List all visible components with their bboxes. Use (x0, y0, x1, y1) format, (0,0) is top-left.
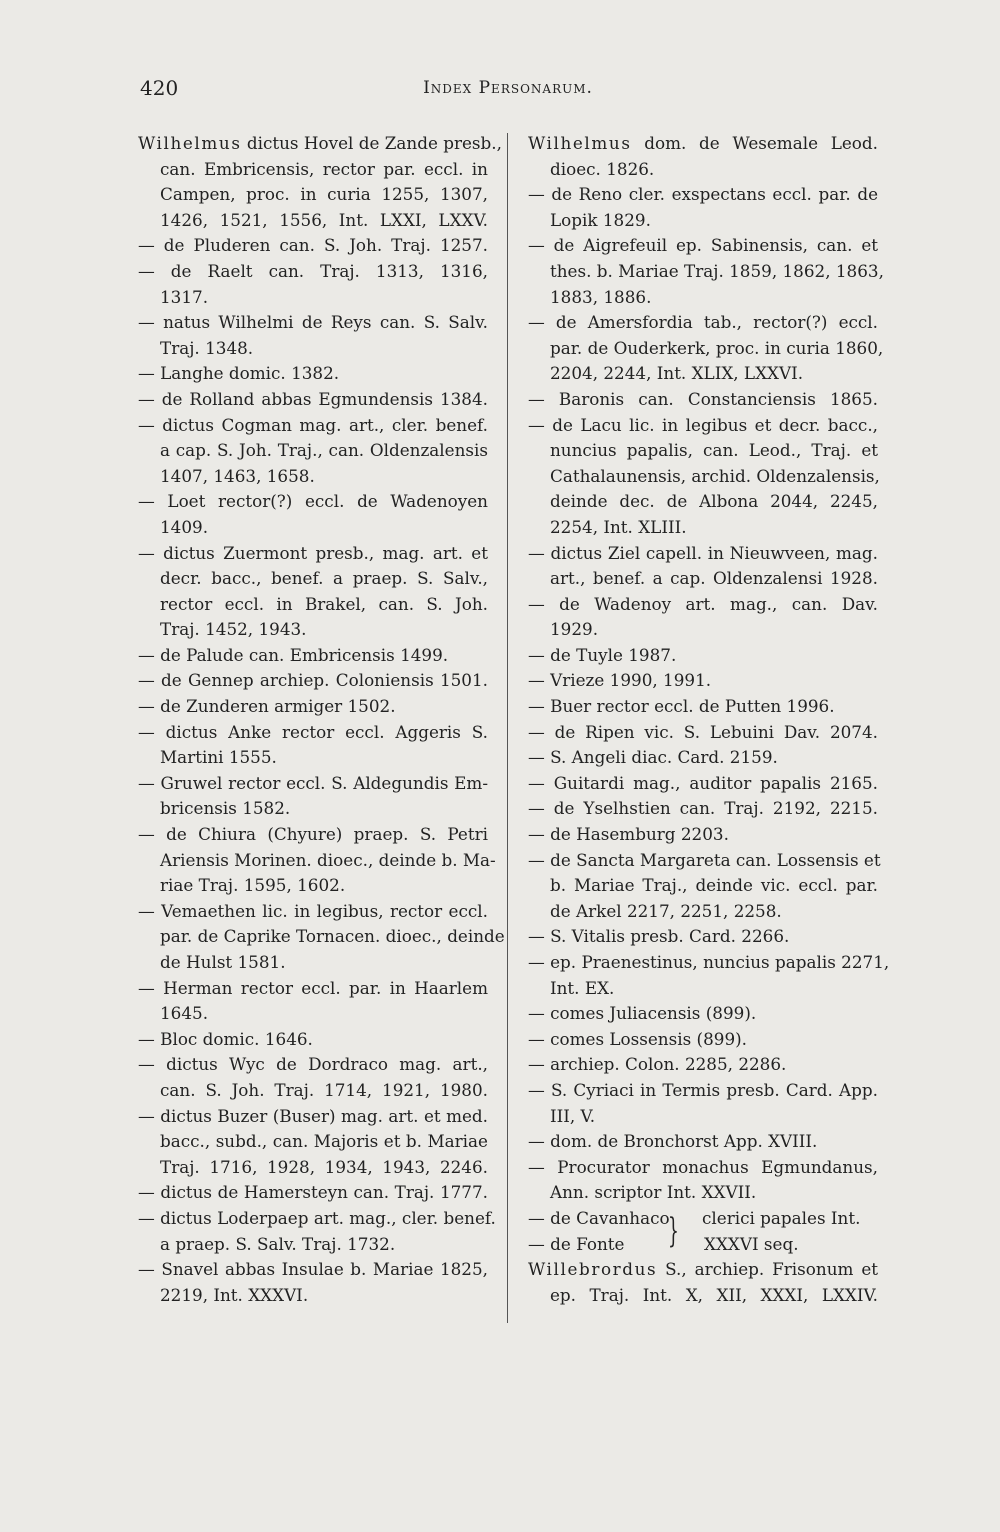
index-line: can. S. Joh. Traj. 1714, 1921, 1980. (160, 1079, 488, 1100)
bracket-text-line-2: XXXVI seq. (704, 1233, 799, 1254)
index-line: 1645. (160, 1003, 209, 1024)
index-line: — de Chiura (Chyure) praep. S. Petri (138, 824, 488, 845)
index-line: — dictus Ziel capell. in Nieuwveen, mag. (528, 542, 878, 563)
bracket-entry (528, 1206, 878, 1257)
index-line: — Vrieze 1990, 1991. (528, 670, 712, 691)
index-line: de Arkel 2217, 2251, 2258. (550, 900, 782, 921)
index-line: — Herman rector eccl. par. in Haarlem (138, 977, 488, 998)
index-line: — archiep. Colon. 2285, 2286. (528, 1054, 787, 1075)
right-column-entries (528, 131, 890, 1206)
page-number: 420 (140, 76, 179, 100)
index-line: — de Raelt can. Traj. 1313, 1316, (138, 260, 488, 281)
index-line: 1929. (550, 619, 599, 640)
index-line: Cathalaunensis, archid. Oldenzalensis, (550, 465, 880, 486)
index-line: ep. Traj. Int. X, XII, XXXI, LXXIV. (550, 1284, 878, 1305)
index-line: — ep. Praenestinus, nuncius papalis 2271, (528, 952, 890, 972)
index-line: — S. Angeli diac. Card. 2159. (528, 747, 778, 768)
page-header (140, 76, 876, 106)
index-line: — Gruwel rector eccl. S. Aldegundis Em- (138, 772, 488, 793)
index-line: III, V. (550, 1105, 596, 1126)
index-line: — de Lacu lic. in legibus et decr. bacc., (528, 414, 878, 435)
index-line: — Loet rector(?) eccl. de Wadenoyen (138, 491, 488, 512)
index-line: Campen, proc. in curia 1255, 1307, (160, 184, 488, 205)
index-line: par. de Caprike Tornacen. dioec., deinde (160, 926, 505, 947)
index-line: bacc., subd., can. Majoris et b. Mariae (160, 1131, 488, 1152)
curly-brace: } (668, 1210, 679, 1251)
final-entry (528, 1257, 878, 1308)
index-line: thes. b. Mariae Traj. 1859, 1862, 1863, (550, 260, 884, 281)
index-line: Martini 1555. (160, 747, 277, 768)
index-line: — de Zunderen armiger 1502. (138, 696, 396, 717)
index-line: Ann. scriptor Int. XXVII. (550, 1182, 757, 1203)
index-line: — S. Vitalis presb. Card. 2266. (528, 926, 790, 947)
index-line: 2204, 2244, Int. XLIX, LXXVI. (550, 363, 804, 384)
index-line: Traj. 1452, 1943. (160, 619, 307, 640)
index-line: par. de Ouderkerk, proc. in curia 1860, (550, 337, 884, 358)
index-line: Traj. 1348. (160, 337, 254, 358)
index-line: — natus Wilhelmi de Reys can. S. Salv. (138, 312, 488, 333)
index-line: can. Embricensis, rector par. eccl. in (160, 158, 488, 179)
index-line: — de Ripen vic. S. Lebuini Dav. 2074. (528, 721, 878, 742)
index-line: — Guitardi mag., auditor papalis 2165. (528, 772, 878, 793)
index-line: Willebrordus S., archiep. Frisonum et (528, 1259, 878, 1280)
index-line: 1409. (160, 516, 209, 537)
index-line: decr. bacc., benef. a praep. S. Salv., (160, 568, 488, 589)
index-line: — de Wadenoy art. mag., can. Dav. (528, 593, 878, 614)
index-line: — Bloc domic. 1646. (138, 1028, 313, 1049)
index-line: riae Traj. 1595, 1602. (160, 875, 346, 896)
index-line: — de Sancta Margareta can. Lossensis et (528, 849, 881, 870)
index-line: 1317. (160, 286, 209, 307)
index-line: Lopik 1829. (550, 209, 651, 230)
index-line: — de Gennep archiep. Coloniensis 1501. (138, 670, 488, 691)
left-column (138, 131, 505, 1308)
index-line: — Procurator monachus Egmundanus, (528, 1156, 878, 1177)
bracket-name-cavanhaco: — de Cavanhaco (528, 1207, 670, 1228)
index-line: — Baronis can. Constanciensis 1865. (528, 388, 878, 409)
index-line: — Snavel abbas Insulae b. Mariae 1825, (138, 1259, 488, 1280)
index-line: nuncius papalis, can. Leod., Traj. et (550, 440, 878, 461)
index-line: — dom. de Bronchorst App. XVIII. (528, 1131, 818, 1152)
index-line: — de Tuyle 1987. (528, 644, 677, 665)
index-line: a cap. S. Joh. Traj., can. Oldenzalensis (160, 440, 488, 461)
index-line: — de Reno cler. exspectans eccl. par. de (528, 184, 878, 205)
index-line: — dictus de Hamersteyn can. Traj. 1777. (138, 1182, 488, 1203)
index-line: — dictus Cogman mag. art., cler. benef. (138, 414, 488, 435)
index-line: — dictus Zuermont presb., mag. art. et (138, 542, 488, 563)
index-line: — comes Lossensis (899). (528, 1028, 748, 1049)
index-line: 1426, 1521, 1556, Int. LXXI, LXXV. (160, 209, 488, 230)
index-line: — dictus Loderpaep art. mag., cler. benef. (138, 1207, 496, 1228)
index-line: — de Palude can. Embricensis 1499. (138, 644, 449, 665)
running-title: Index Personarum. (423, 78, 593, 98)
index-line: Traj. 1716, 1928, 1934, 1943, 2246. (160, 1156, 488, 1177)
index-line: Int. EX. (550, 977, 615, 998)
index-line: 1407, 1463, 1658. (160, 465, 315, 486)
index-line: — de Rolland abbas Egmundensis 1384. (138, 388, 488, 409)
index-line: — Vemaethen lic. in legibus, rector eccl. (138, 900, 488, 921)
index-line: de Hulst 1581. (160, 952, 286, 972)
index-line: 2219, Int. XXXVI. (160, 1284, 309, 1305)
index-line: Wilhelmus dom. de Wesemale Leod. (528, 133, 878, 153)
index-line: b. Mariae Traj., deinde vic. eccl. par. (550, 875, 878, 896)
bracket-name-fonte: — de Fonte (528, 1233, 625, 1254)
index-line: — dictus Buzer (Buser) mag. art. et med. (138, 1105, 488, 1126)
index-line: — dictus Anke rector eccl. Aggeris S. (138, 721, 488, 742)
index-line: Ariensis Morinen. dioec., deinde b. Ma- (160, 849, 496, 870)
index-line: — de Yselhstien can. Traj. 2192, 2215. (528, 798, 878, 819)
index-line: bricensis 1582. (160, 798, 291, 819)
column-divider (507, 133, 508, 1323)
index-line: — Buer rector eccl. de Putten 1996. (528, 696, 835, 717)
index-line: a praep. S. Salv. Traj. 1732. (160, 1233, 396, 1254)
index-line: dioec. 1826. (550, 158, 655, 179)
index-line: — de Hasemburg 2203. (528, 824, 729, 845)
right-column (528, 131, 890, 1308)
index-line: — de Pluderen can. S. Joh. Traj. 1257. (138, 235, 488, 256)
bracket-text-line-1: clerici papales Int. (702, 1207, 861, 1228)
index-line: 2254, Int. XLIII. (550, 516, 687, 537)
index-line: — Langhe domic. 1382. (138, 363, 340, 384)
index-line: — S. Cyriaci in Termis presb. Card. App. (528, 1079, 878, 1100)
index-line: art., benef. a cap. Oldenzalensi 1928. (550, 568, 878, 589)
index-line: 1883, 1886. (550, 286, 652, 307)
index-line: — de Aigrefeuil ep. Sabinensis, can. et (528, 235, 878, 256)
index-line: — comes Juliacensis (899). (528, 1003, 757, 1024)
index-line: deinde dec. de Albona 2044, 2245, (550, 491, 878, 512)
index-line: — de Amersfordia tab., rector(?) eccl. (528, 312, 878, 333)
index-line: — dictus Wyc de Dordraco mag. art., (138, 1054, 488, 1075)
index-line: rector eccl. in Brakel, can. S. Joh. (160, 593, 488, 614)
index-line: Wilhelmus dictus Hovel de Zande presb., (138, 133, 502, 153)
